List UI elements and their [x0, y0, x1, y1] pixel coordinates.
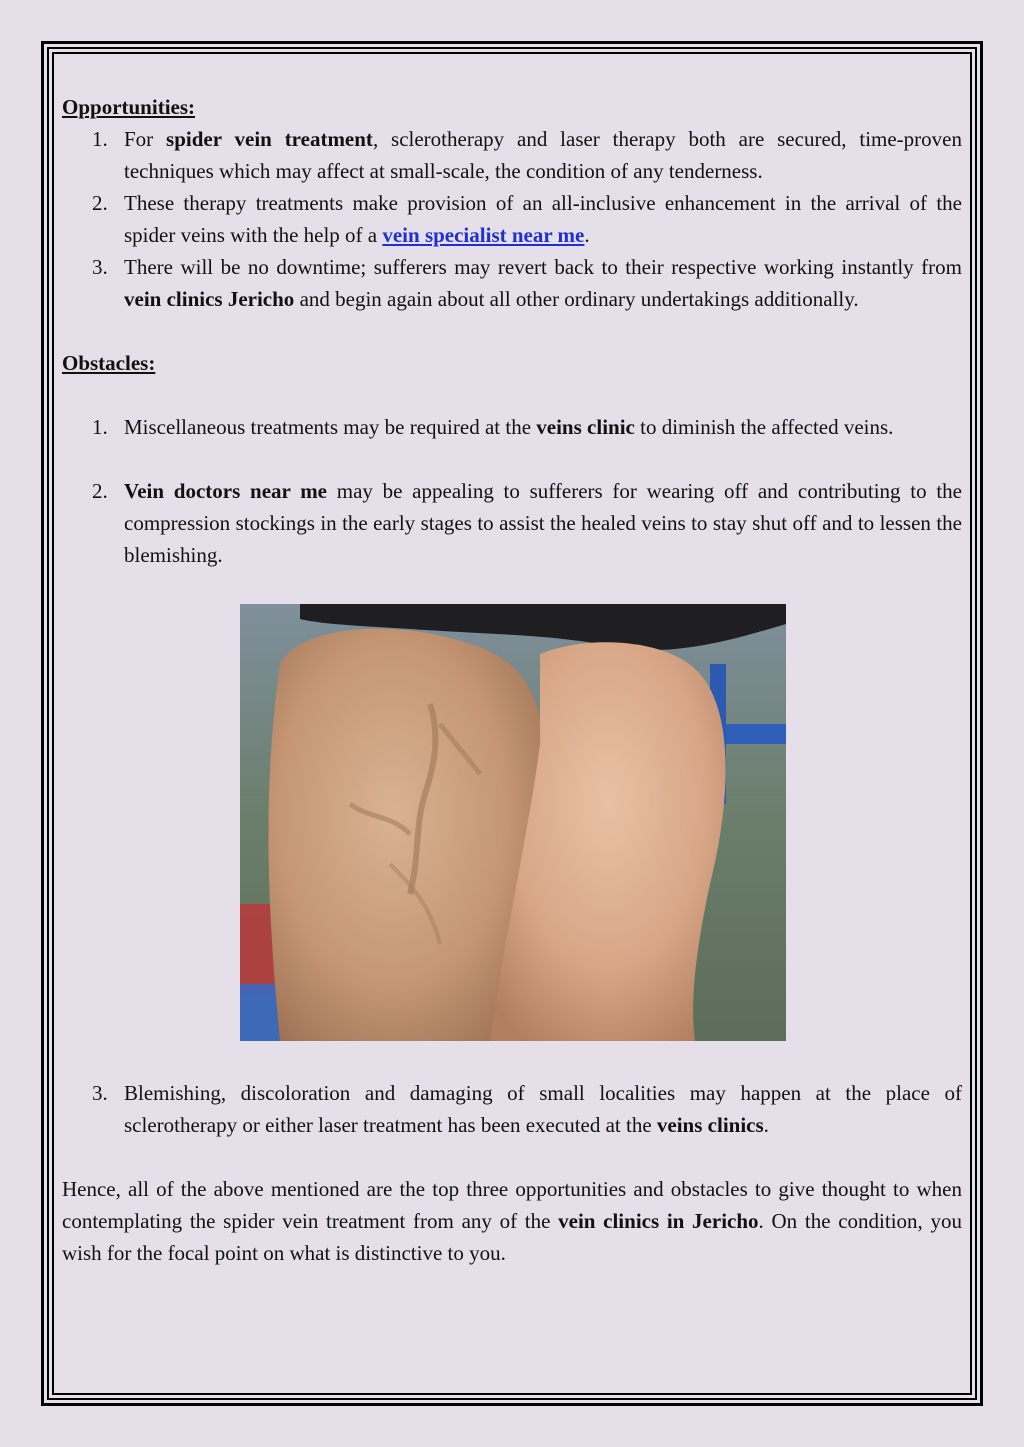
content — [62, 91, 962, 1269]
obstacles-list — [62, 411, 962, 571]
list-item: 2. Vein doctors near me may be appealing to sufferers for wearing off and contributing to the compression stockings in the early stages to assist the healed veins to stay shut off and to lessen the blemishing. — [92, 479, 962, 567]
obstacles-list-continued — [62, 1077, 962, 1141]
vein-specialist-link[interactable]: vein specialist near me — [382, 223, 585, 247]
list-item: 3. Blemishing, discoloration and damaging of small localities may happen at the place of sclerotherapy or either laser treatment has been executed at the veins clinics. — [92, 1081, 962, 1137]
list-item: 1. Miscellaneous treatments may be required at the veins clinic to diminish the affected veins. — [92, 415, 894, 439]
document-page — [41, 41, 983, 1406]
list-item: 3. There will be no downtime; sufferers may revert back to their respective working instantly from vein clinics Jericho and begin again about all other ordinary undertakings additionally. — [92, 255, 962, 311]
list-item: 2. These therapy treatments make provision of an all-inclusive enhancement in the arrival of the spider veins with the help of a vein specialist near me. — [92, 191, 962, 247]
conclusion-paragraph: Hence, all of the above mentioned are the top three opportunities and obstacles to give thought to when contemplating the spider vein treatment from any of the vein clinics in Jericho. On the condition, you wish for the focal point on what is distinctive to you. — [62, 1177, 962, 1265]
obstacles-heading: Obstacles: — [62, 351, 156, 375]
list-item: 1. For spider vein treatment, sclerotherapy and laser therapy both are secured, time-proven techniques which may affect at small-scale, the condition of any tenderness. — [92, 127, 962, 183]
opportunities-list — [62, 123, 962, 315]
opportunities-heading: Opportunities: — [62, 95, 196, 119]
varicose-veins-photo — [240, 604, 786, 1041]
leg-photo-icon — [240, 604, 786, 1041]
